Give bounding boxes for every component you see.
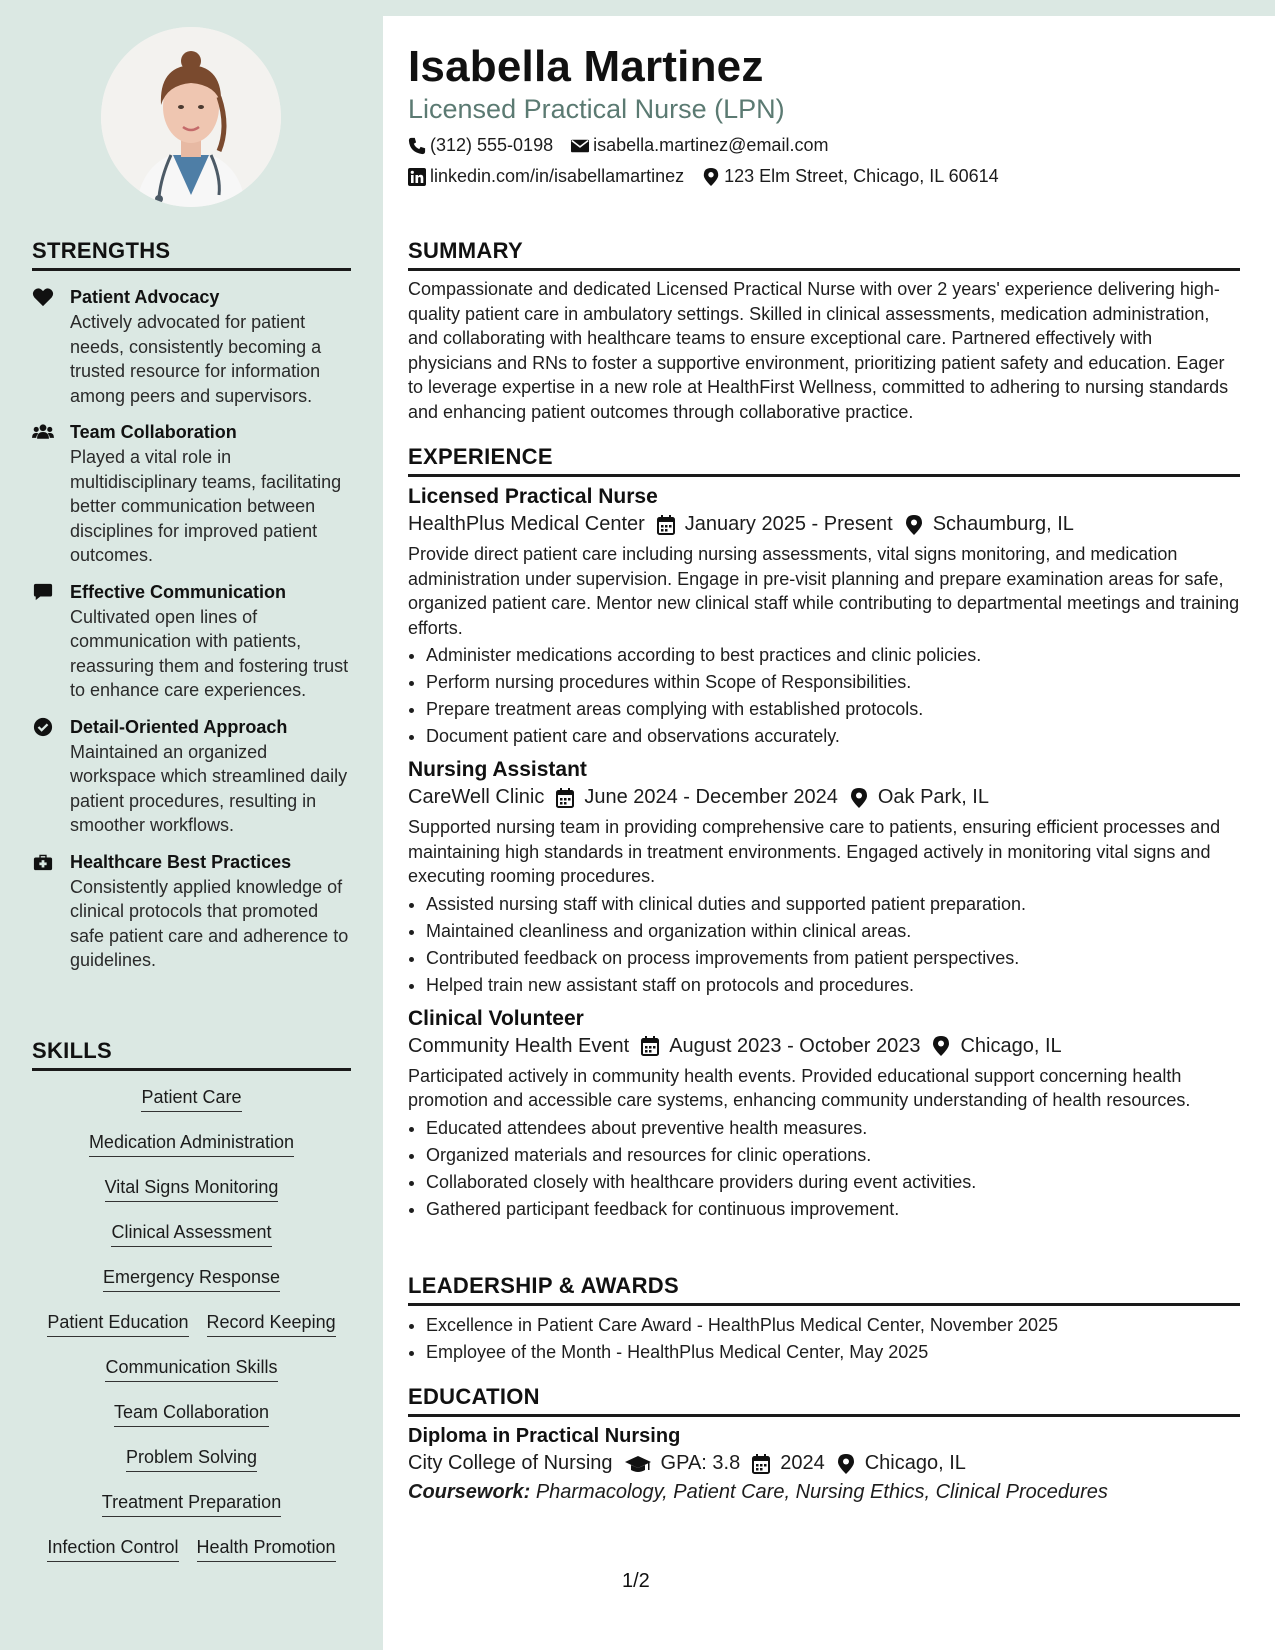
job-dates: August 2023 - October 2023 — [669, 1034, 921, 1057]
heart-icon — [32, 285, 70, 408]
job-title: Licensed Practical Nurse — [408, 485, 658, 508]
skill-tag: Team Collaboration — [114, 1400, 269, 1427]
job-organization: Community Health Event — [408, 1034, 630, 1057]
linkedin-text[interactable]: linkedin.com/in/isabellamartinez — [430, 166, 685, 186]
education-heading: EDUCATION — [408, 1384, 1240, 1417]
leadership-section — [408, 1273, 1240, 1366]
skill-tag: Medication Administration — [89, 1130, 294, 1157]
skill-tag: Clinical Assessment — [111, 1220, 271, 1247]
bullet-item: • Perform nursing procedures within Scope of Responsibilities. — [426, 669, 1240, 696]
job-bullets — [408, 1115, 1240, 1223]
strength-title: Patient Advocacy — [70, 287, 220, 307]
experience-entry — [408, 758, 1240, 999]
job-title: Nursing Assistant — [408, 758, 587, 781]
award-item: • Employee of the Month - HealthPlus Medical Center, May 2025 — [426, 1339, 1240, 1366]
map-pin-icon — [850, 788, 868, 808]
phone-icon — [408, 137, 426, 155]
bullet-item: • Administer medications according to best practices and clinic policies. — [426, 642, 1240, 669]
skill-tag: Patient Education — [47, 1310, 188, 1337]
map-pin-icon — [702, 168, 720, 186]
job-title: Clinical Volunteer — [408, 1006, 584, 1030]
candidate-name: Isabella Martinez — [408, 42, 764, 91]
bullet-item: • Educated attendees about preventive health measures. — [426, 1115, 1240, 1142]
job-location: Oak Park, IL — [877, 786, 989, 808]
comment-icon — [32, 580, 70, 703]
strength-description: Played a vital role in multidisciplinary teams, facilitating better communication between disciplines for improved patient outcomes. — [70, 447, 342, 565]
skill-tag: Record Keeping — [207, 1310, 336, 1337]
job-dates: January 2025 - Present — [684, 513, 893, 535]
strengths-section — [32, 238, 351, 973]
coursework-label: Coursework: — [408, 1481, 531, 1503]
summary-text: Compassionate and dedicated Licensed Practical Nurse with over 2 years' experience delivering high-quality patient care in ambulatory settings. Skilled in clinical assessments, medication administration, and collaborating with healthcare teams to ensure exceptional care. Partnered effectively with physicians and RNs to foster a supportive environment, prioritizing patient safety and education. Eager to leverage expertise in a new role at HealthFirst Wellness, committed to adhering to nursing standards and enhancing patient outcomes through collaborative practice. — [408, 279, 1229, 422]
address-contact — [702, 166, 999, 187]
education-location: Chicago, IL — [864, 1452, 966, 1474]
graduation-cap-icon — [625, 1454, 651, 1474]
contact-line-2 — [408, 166, 1017, 187]
skill-tag: Infection Control — [47, 1535, 178, 1562]
users-icon — [32, 420, 70, 568]
job-dates: June 2024 - December 2024 — [584, 786, 838, 808]
job-organization: HealthPlus Medical Center — [408, 513, 645, 535]
skill-tag: Emergency Response — [103, 1265, 280, 1292]
experience-heading: EXPERIENCE — [408, 444, 1240, 477]
strength-description: Consistently applied knowledge of clinical protocols that promoted safe patient care and adherence to guidelines. — [70, 876, 349, 970]
bullet-item: • Prepare treatment areas complying with established protocols. — [426, 696, 1240, 723]
job-description: Participated actively in community health events. Provided educational support concerning health promotion and accessible care systems, enhancing community understanding of health resources. — [408, 1065, 1191, 1110]
check-circle-icon — [32, 715, 70, 838]
strength-title: Effective Communication — [70, 581, 287, 602]
address-text: 123 Elm Street, Chicago, IL 60614 — [724, 166, 999, 186]
graduation-year: 2024 — [780, 1452, 825, 1474]
skill-tag: Communication Skills — [105, 1355, 277, 1382]
candidate-title: Licensed Practical Nurse (LPN) — [408, 94, 785, 124]
strength-item — [32, 420, 351, 568]
job-location: Chicago, IL — [960, 1034, 1062, 1057]
strength-description: Cultivated open lines of communication with patients, reassuring them and fostering trust to enhance care experiences. — [70, 606, 349, 700]
skill-tag: Problem Solving — [126, 1445, 257, 1472]
coursework-list: Pharmacology, Patient Care, Nursing Ethics, Clinical Procedures — [535, 1481, 1108, 1503]
strength-item — [32, 285, 351, 408]
strength-item — [32, 850, 351, 973]
calendar-icon — [641, 1036, 659, 1056]
job-location: Schaumburg, IL — [932, 513, 1074, 535]
skill-tag: Vital Signs Monitoring — [105, 1175, 279, 1202]
skill-tag: Patient Care — [141, 1085, 241, 1112]
envelope-icon — [571, 137, 589, 155]
bullet-item: • Collaborated closely with healthcare providers during event activities. — [426, 1169, 1240, 1196]
map-pin-icon — [837, 1454, 855, 1474]
coursework-line — [408, 1481, 1240, 1504]
bullet-item: • Assisted nursing staff with clinical duties and supported patient preparation. — [426, 891, 1240, 918]
experience-entry — [408, 1007, 1240, 1223]
award-item: • Excellence in Patient Care Award - HealthPlus Medical Center, November 2025 — [426, 1312, 1240, 1339]
bullet-item: • Gathered participant feedback for continuous improvement. — [426, 1196, 1240, 1223]
map-pin-icon — [932, 1036, 950, 1056]
job-meta — [408, 786, 1240, 809]
experience-entry — [408, 485, 1240, 750]
summary-section — [408, 238, 1240, 424]
strength-description: Actively advocated for patient needs, consistently becoming a trusted resource for information among peers and supervisors. — [70, 312, 322, 406]
job-bullets — [408, 891, 1240, 999]
strength-title: Team Collaboration — [70, 422, 237, 442]
medical-kit-icon — [32, 850, 70, 973]
school-name: City College of Nursing — [408, 1452, 613, 1474]
profile-photo — [101, 27, 281, 207]
strengths-heading: STRENGTHS — [32, 238, 351, 271]
calendar-icon — [752, 1454, 770, 1474]
job-meta — [408, 1035, 1240, 1058]
strength-item — [32, 715, 351, 838]
leadership-heading: LEADERSHIP & AWARDS — [408, 1273, 1240, 1306]
skill-tag: Health Promotion — [197, 1535, 336, 1562]
bullet-item: • Maintained cleanliness and organization within clinical areas. — [426, 918, 1240, 945]
degree-title: Diploma in Practical Nursing — [408, 1425, 681, 1447]
job-organization: CareWell Clinic — [408, 786, 545, 808]
skills-section — [32, 1038, 351, 1580]
strength-title: Healthcare Best Practices — [70, 851, 292, 872]
phone-contact — [408, 135, 553, 156]
linkedin-contact[interactable] — [408, 166, 684, 187]
page-number: 1/2 — [622, 1570, 650, 1592]
education-section — [408, 1384, 1240, 1504]
skill-tag: Treatment Preparation — [102, 1490, 281, 1517]
awards-list — [408, 1312, 1240, 1366]
bullet-item: • Document patient care and observations accurately. — [426, 723, 1240, 750]
calendar-icon — [556, 788, 574, 808]
gpa-text: GPA: 3.8 — [660, 1452, 741, 1474]
skills-heading: SKILLS — [32, 1038, 351, 1071]
summary-heading: SUMMARY — [408, 238, 1240, 271]
experience-section — [408, 444, 1240, 1223]
bullet-item: • Helped train new assistant staff on protocols and procedures. — [426, 972, 1240, 999]
job-meta — [408, 513, 1240, 536]
job-bullets — [408, 642, 1240, 750]
skills-list — [32, 1085, 351, 1580]
bullet-item: • Contributed feedback on process improvements from patient perspectives. — [426, 945, 1240, 972]
contact-line-1 — [408, 135, 846, 156]
linkedin-icon — [408, 168, 426, 186]
strength-description: Maintained an organized workspace which streamlined daily patient procedures, resulting in smoother workflows. — [70, 741, 348, 835]
job-description: Provide direct patient care including nursing assessments, vital signs monitoring, and medication administration under supervision. Engage in pre-visit planning and prepare examination areas for safe, organized patient care. Mentor new clinical staff while contributing to departmental meetings and training efforts. — [408, 544, 1240, 638]
strength-item — [32, 580, 351, 703]
email-text[interactable]: isabella.martinez@email.com — [593, 135, 829, 155]
bullet-item: • Organized materials and resources for clinic operations. — [426, 1142, 1240, 1169]
strength-title: Detail-Oriented Approach — [70, 716, 288, 737]
job-description: Supported nursing team in providing comprehensive care to patients, ensuring efficient processes and maintaining high standards in treatment environments. Engaged actively in monitoring vital signs and executing rooming procedures. — [408, 817, 1221, 886]
email-contact[interactable] — [571, 135, 828, 156]
education-meta — [408, 1452, 1240, 1475]
map-pin-icon — [905, 515, 923, 535]
calendar-icon — [657, 515, 675, 535]
phone-text: (312) 555-0198 — [430, 135, 554, 155]
